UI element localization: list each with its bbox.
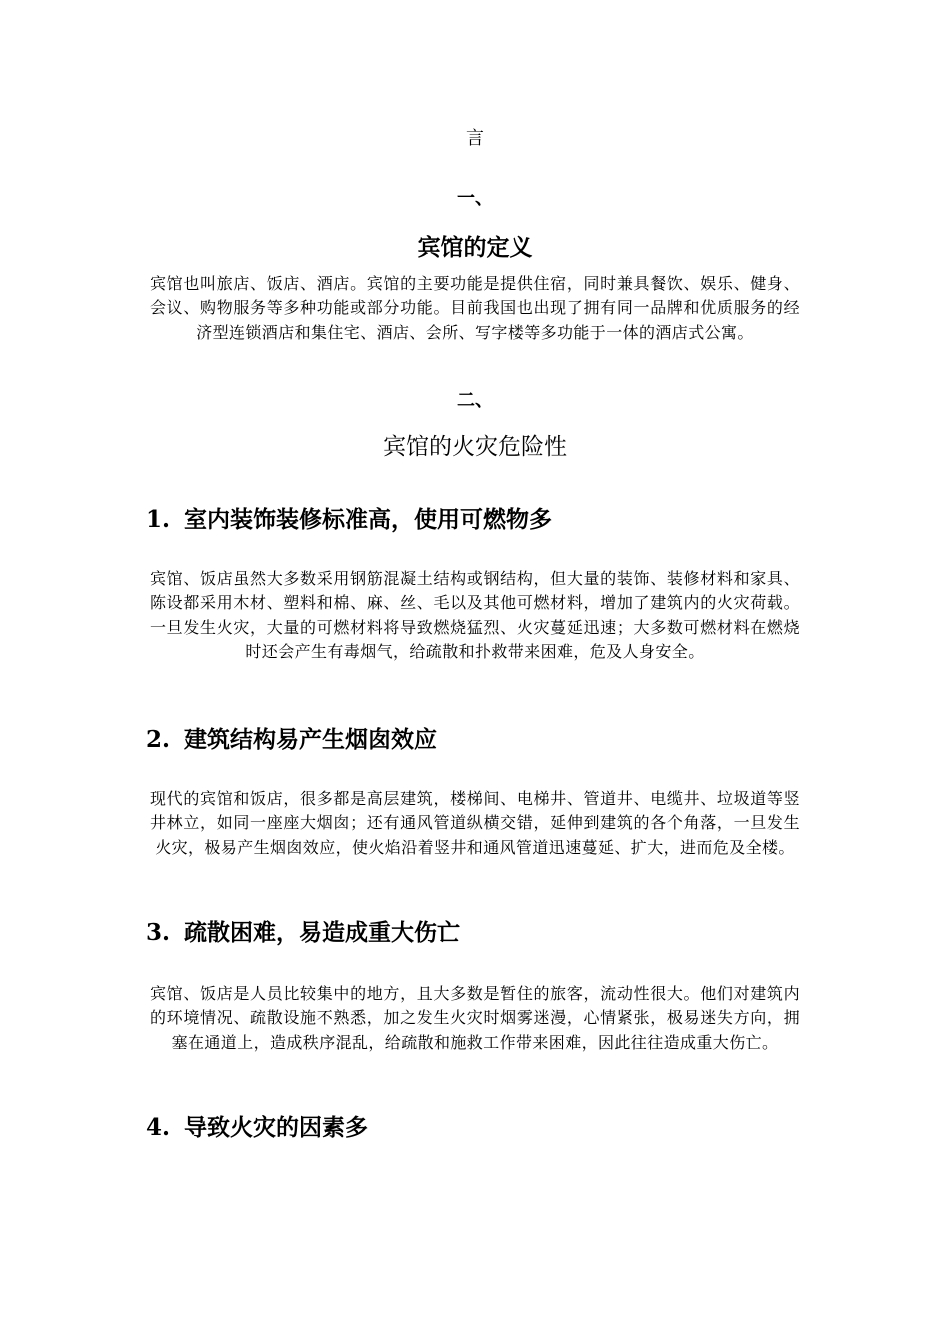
- section-2-number: 二、: [457, 390, 493, 411]
- item-1-heading: [146, 505, 826, 535]
- item-3-heading: [146, 918, 826, 948]
- item-1-number: 1.: [146, 506, 171, 533]
- item-4-heading-text: 导致火灾的因素多: [184, 1114, 368, 1141]
- item-3-heading-text: 疏散困难，易造成重大伤亡: [184, 919, 460, 946]
- section-1-paragraph: 宾馆也叫旅店、饭店、酒店。宾馆的主要功能是提供住宿，同时兼具餐饮、娱乐、健身、会议、购物服务等多种功能或部分功能。目前我国也出现了拥有同一品牌和优质服务的经济型连锁酒店和集住宅、酒店、会所、写字楼等多功能于一体的酒店式公寓。: [150, 274, 800, 342]
- section-2-title: 宾馆的火灾危险性: [383, 434, 567, 460]
- item-2-number: 2.: [146, 726, 171, 753]
- item-4-heading: [146, 1113, 826, 1143]
- item-3-number: 3.: [146, 919, 171, 946]
- preface-heading: 言: [466, 128, 484, 149]
- item-4-number: 4.: [146, 1114, 171, 1141]
- item-2-heading: [146, 725, 826, 755]
- item-1-heading-text: 室内装饰装修标准高，使用可燃物多: [184, 506, 552, 533]
- section-1-number: 一、: [457, 188, 493, 209]
- item-2-paragraph: 现代的宾馆和饭店，很多都是高层建筑，楼梯间、电梯井、管道井、电缆井、垃圾道等竖井林立，如同一座座大烟囱；还有通风管道纵横交错，延伸到建筑的各个角落，一旦发生火灾，极易产生烟囱效应，使火焰沿着竖井和通风管道迅速蔓延、扩大，进而危及全楼。: [150, 789, 800, 857]
- item-1-paragraph: 宾馆、饭店虽然大多数采用钢筋混凝土结构或钢结构，但大量的装饰、装修材料和家具、陈设都采用木材、塑料和棉、麻、丝、毛以及其他可燃材料，增加了建筑内的火灾荷载。一旦发生火灾，大量的可燃材料将导致燃烧猛烈、火灾蔓延迅速；大多数可燃材料在燃烧时还会产生有毒烟气，给疏散和扑救带来困难，危及人身安全。: [150, 569, 800, 661]
- section-1-title: 宾馆的定义: [417, 234, 533, 261]
- item-3-paragraph: 宾馆、饭店是人员比较集中的地方，且大多数是暂住的旅客，流动性很大。他们对建筑内的环境情况、疏散设施不熟悉，加之发生火灾时烟雾迷漫，心情紧张，极易迷失方向，拥塞在通道上，造成秩序混乱，给疏散和施救工作带来困难，因此往往造成重大伤亡。: [150, 984, 800, 1052]
- item-2-heading-text: 建筑结构易产生烟囱效应: [184, 726, 437, 753]
